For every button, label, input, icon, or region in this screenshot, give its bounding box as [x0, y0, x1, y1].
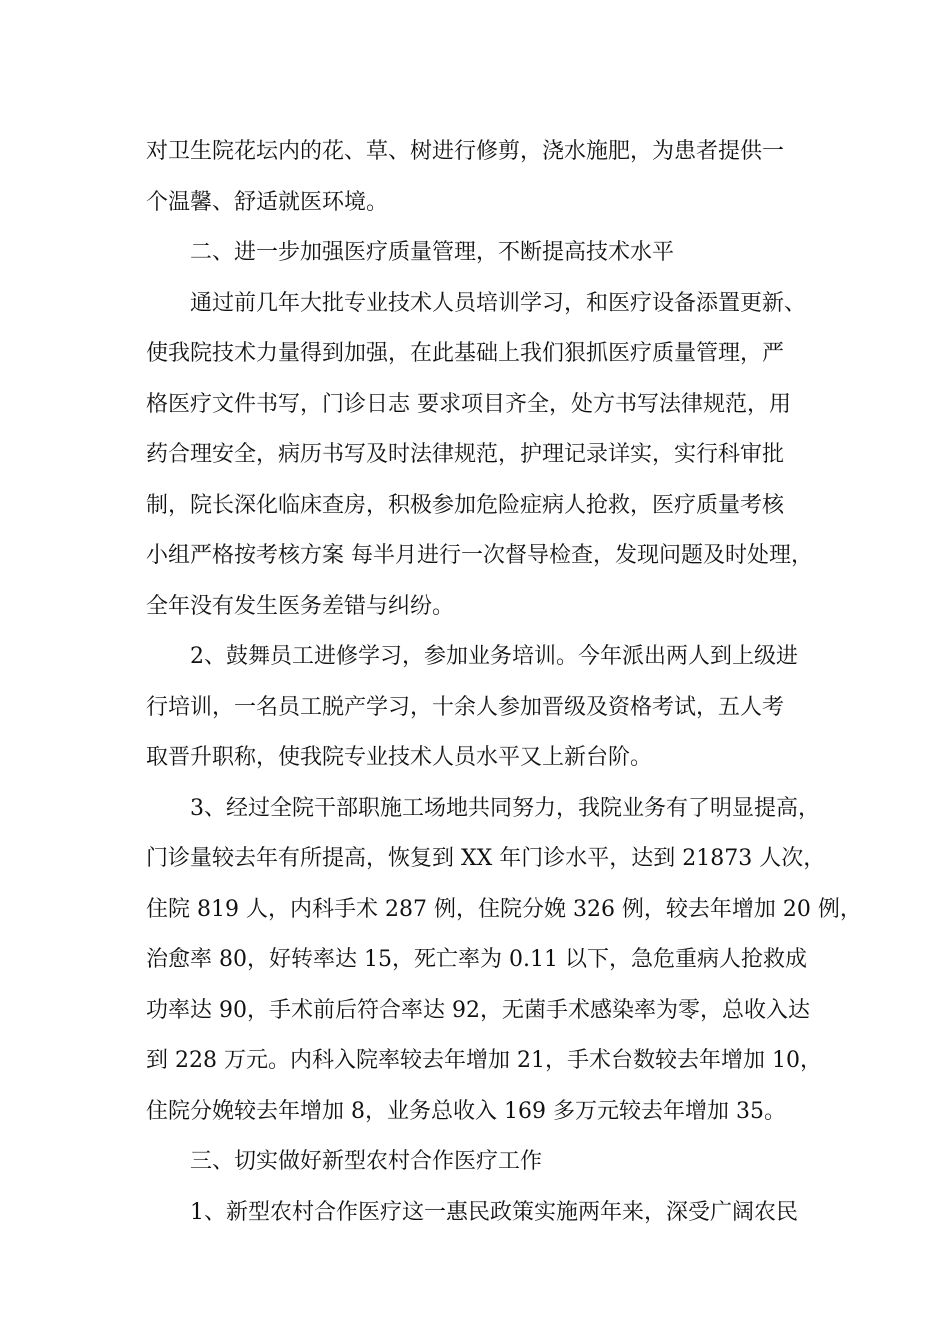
document-body — [146, 127, 862, 1238]
text-line: 使我院技术力量得到加强，在此基础上我们狠抓医疗质量管理，严 — [146, 341, 785, 366]
text-line: 全年没有发生医务差错与纠纷。 — [146, 593, 455, 619]
text-line: 到 228 万元。内科入院率较去年增加 21，手术台数较去年增加 10， — [146, 1048, 822, 1073]
text-line: 功率达 90，手术前后符合率达 92，无菌手术感染率为零，总收入达 — [146, 997, 810, 1023]
text-line: 门诊量较去年有所提高，恢复到 XX 年门诊水平，达到 21873 人次， — [146, 846, 826, 871]
text-line: 治愈率 80，好转率达 15，死亡率为 0.11 以下，急危重病人抢救成 — [146, 947, 807, 972]
text-line: 制，院长深化临床查房，积极参加危险症病人抢救，医疗质量考核 — [146, 492, 785, 518]
text-line: 3、经过全院干部职施工场地共同努力，我院业务有了明显提高， — [190, 795, 820, 821]
text-line: 个温馨、舒适就医环境。 — [146, 189, 389, 215]
text-line: 住院 819 人，内科手术 287 例，住院分娩 326 例，较去年增加 20 例， — [146, 896, 862, 922]
text-line: 药合理安全，病历书写及时法律规范，护理记录详实，实行科审批 — [146, 442, 785, 467]
text-line: 住院分娩较去年增加 8，业务总收入 169 多万元较去年增加 35。 — [146, 1098, 786, 1124]
section-heading: 二、进一步加强医疗质量管理，不断提高技术水平 — [190, 240, 675, 265]
text-line: 行培训，一名员工脱产学习，十余人参加晋级及资格考试，五人考 — [146, 694, 785, 720]
text-line: 对卫生院花坛内的花、草、树进行修剪，浇水施肥，为患者提供一 — [146, 139, 785, 164]
text-line: 取晋升职称，使我院专业技术人员水平又上新台阶。 — [146, 745, 653, 770]
text-line: 1、新型农村合作医疗这一惠民政策实施两年来，深受广阔农民 — [190, 1199, 798, 1225]
text-line: 格医疗文件书写，门诊日志 要求项目齐全，处方书写法律规范，用 — [146, 391, 791, 417]
section-heading: 三、切实做好新型农村合作医疗工作 — [190, 1149, 543, 1174]
text-line: 通过前几年大批专业技术人员培训学习，和医疗设备添置更新、 — [190, 290, 807, 316]
text-line: 小组严格按考核方案 每半月进行一次督导检查，发现问题及时处理， — [146, 543, 813, 568]
text-line: 2、鼓舞员工进修学习，参加业务培训。今年派出两人到上级进 — [190, 644, 798, 669]
